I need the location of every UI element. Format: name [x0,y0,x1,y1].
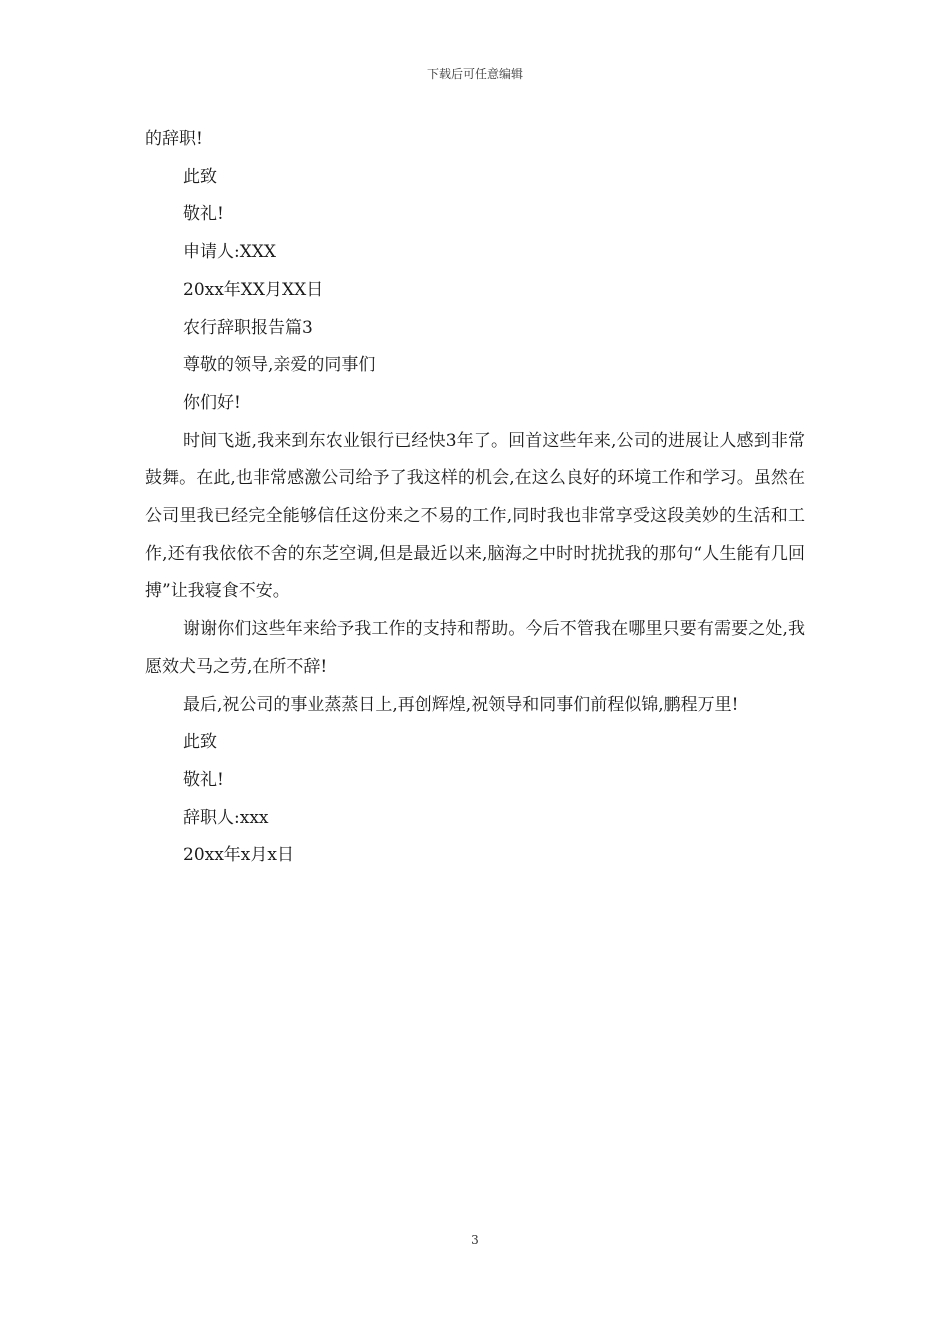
paragraph: 时间飞逝,我来到东农业银行已经快3年了。回首这些年来,公司的进展让人感到非常鼓舞。在此,也非常感激公司给予了我这样的机会,在这么良好的环境工作和学习。虽然在公司里我已经完全能够信任这份来之不易的工作,同时我也非常享受这段美妙的生活和工作,还有我依依不舍的东芝空调,但是最近以来,脑海之中时时扰扰我的那句“人生能有几回搏”让我寝食不安。 [145,430,805,602]
paragraph: 的辞职! [145,129,203,149]
paragraph: 此致 [183,166,217,187]
header-text: 下载后可任意编辑 [426,67,523,81]
paragraph: 最后,祝公司的事业蒸蒸日上,再创辉煌,祝领导和同事们前程似锦,鹏程万里! [183,694,739,715]
greeting: 你们好! [183,392,241,413]
paragraph: 20xx年XX月XX日 [183,279,324,300]
date: 20xx年x月x日 [183,845,294,866]
page-header [0,66,950,82]
closing: 此致 [183,732,217,753]
paragraph: 敬礼! [183,204,224,225]
signature: 辞职人:xxx [183,807,269,828]
paragraph: 谢谢你们这些年来给予我工作的支持和帮助。今后不管我在哪里只要有需要之处,我愿效犬马之劳,在所不辞! [145,619,805,677]
salutation: 尊敬的领导,亲爱的同事们 [183,355,376,376]
closing: 敬礼! [183,769,224,790]
page-footer [0,1232,950,1248]
page-number: 3 [471,1233,479,1247]
paragraph: 申请人:XXX [183,242,277,263]
section-title: 农行辞职报告篇3 [183,317,313,338]
document-body [145,121,805,875]
